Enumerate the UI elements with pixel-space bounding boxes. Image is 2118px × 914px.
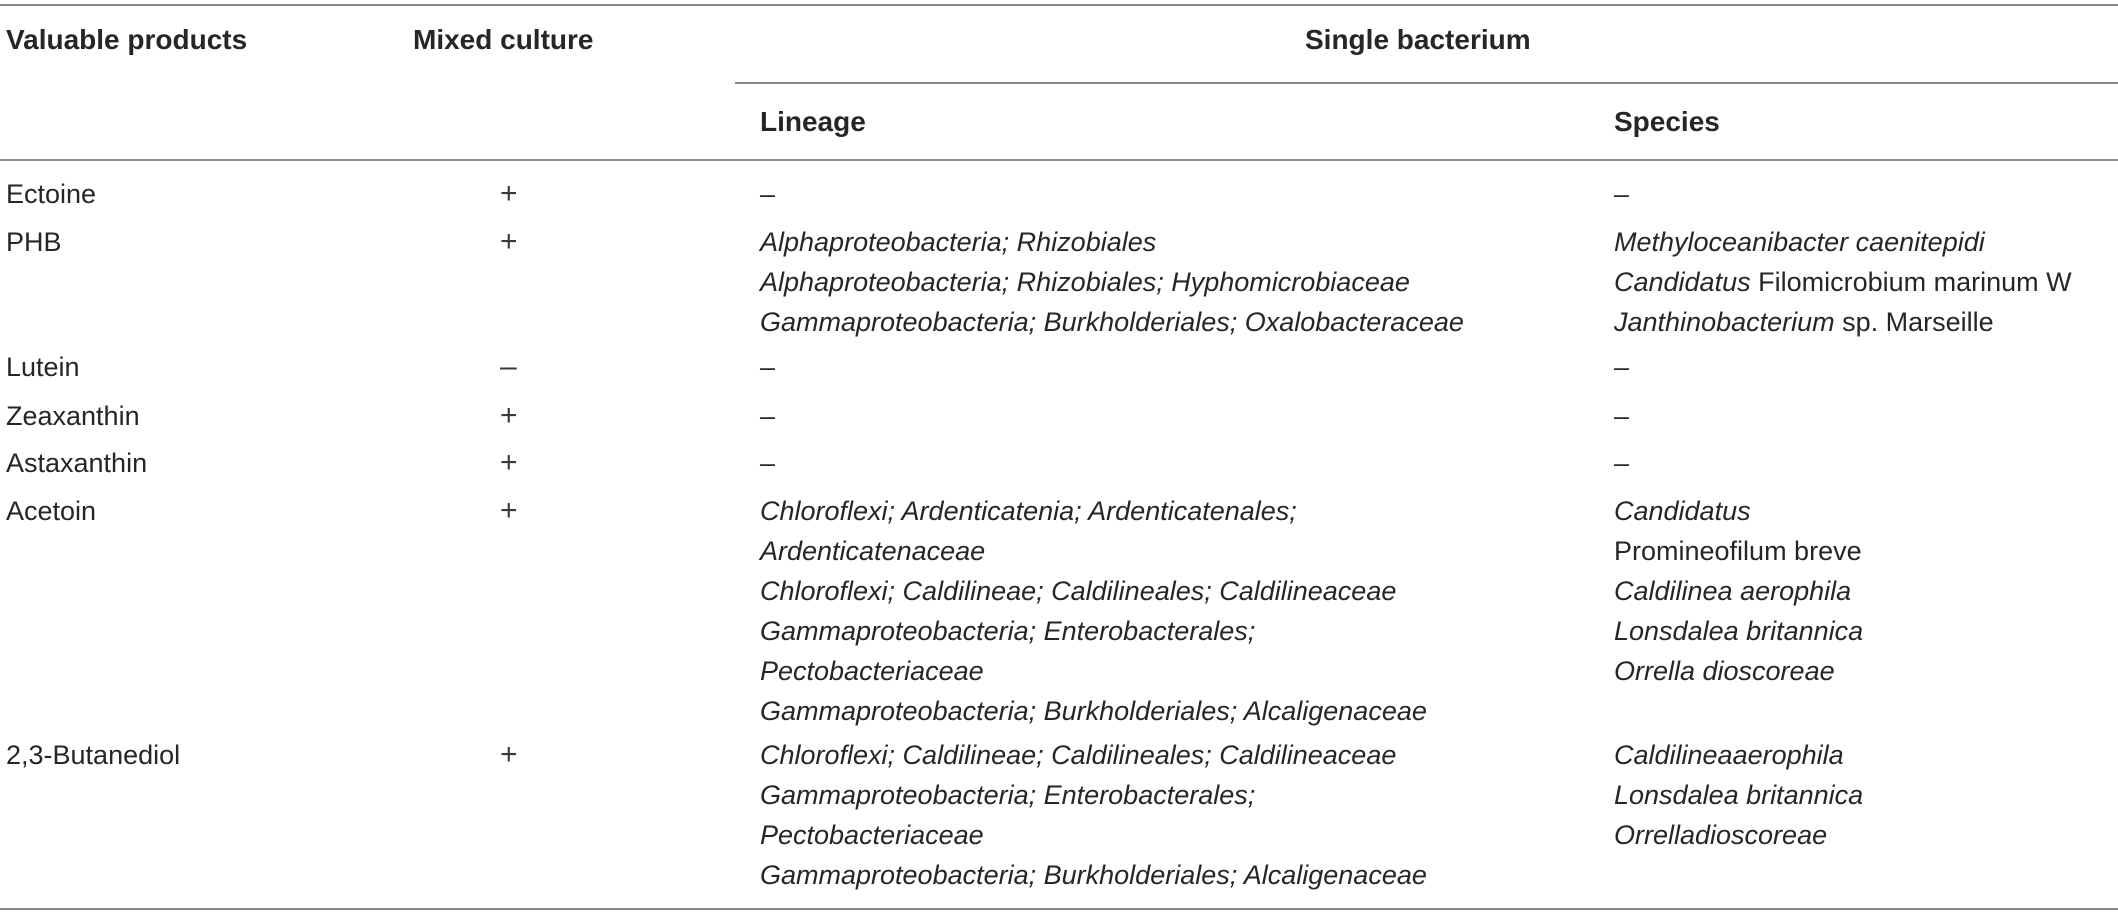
cell-mixed: + bbox=[500, 177, 518, 210]
species-line: Caldilineaaerophila bbox=[1614, 740, 1844, 770]
lineage-line: Gammaproteobacteria; Burkholderiales; Alcaligenaceae bbox=[760, 860, 1427, 890]
species-line: Candidatus bbox=[1614, 496, 1751, 526]
cell-species bbox=[1614, 347, 1629, 387]
species-line: – bbox=[1614, 448, 1630, 478]
cell-lineage bbox=[760, 347, 775, 387]
cell-mixed: + bbox=[500, 225, 518, 258]
lineage-line: Chloroflexi; Caldilineae; Caldilineales; Caldilineaceae bbox=[760, 576, 1397, 606]
cell-lineage bbox=[760, 735, 1427, 895]
cell-mixed: + bbox=[500, 494, 518, 527]
lineage-line: Chloroflexi; Ardenticatenia; Ardenticatenales; bbox=[760, 496, 1297, 526]
lineage-line: Gammaproteobacteria; Burkholderiales; Alcaligenaceae bbox=[760, 696, 1427, 726]
header-valuable-products: Valuable products bbox=[6, 24, 248, 55]
lineage-line: Ardenticatenaceae bbox=[760, 536, 986, 566]
species-line: Promineofilum breve bbox=[1614, 536, 1862, 566]
lineage-line: Gammaproteobacteria; Enterobacterales; bbox=[760, 616, 1256, 646]
species-line: Orrella dioscoreae bbox=[1614, 656, 1835, 686]
table-top-rule bbox=[0, 4, 2118, 6]
species-line: – bbox=[1614, 352, 1630, 382]
cell-product: Lutein bbox=[6, 352, 80, 382]
species-line: Janthinobacterium sp. Marseille bbox=[1614, 307, 1994, 337]
species-line: – bbox=[1614, 179, 1630, 209]
lineage-line: Pectobacteriaceae bbox=[760, 820, 984, 850]
cell-product: 2,3-Butanediol bbox=[6, 740, 181, 770]
cell-lineage bbox=[760, 491, 1427, 731]
single-bacterium-rule bbox=[735, 82, 2118, 84]
cell-lineage bbox=[760, 174, 775, 214]
cell-product: PHB bbox=[6, 227, 62, 257]
header-mixed-culture: Mixed culture bbox=[413, 24, 594, 55]
header-bottom-rule bbox=[0, 159, 2118, 161]
cell-lineage bbox=[760, 222, 1464, 342]
header-species: Species bbox=[1614, 106, 1720, 137]
cell-mixed: + bbox=[500, 738, 518, 771]
lineage-line: – bbox=[760, 401, 776, 431]
lineage-line: Pectobacteriaceae bbox=[760, 656, 984, 686]
cell-mixed: + bbox=[500, 446, 518, 479]
cell-lineage bbox=[760, 443, 775, 483]
lineage-line: Alphaproteobacteria; Rhizobiales; Hyphomicrobiaceae bbox=[760, 267, 1410, 297]
cell-product: Acetoin bbox=[6, 496, 97, 526]
lineage-line: Gammaproteobacteria; Enterobacterales; bbox=[760, 780, 1256, 810]
cell-species bbox=[1614, 491, 1863, 691]
species-line: Caldilinea aerophila bbox=[1614, 576, 1852, 606]
cell-mixed: – bbox=[500, 350, 517, 383]
species-line: Methyloceanibacter caenitepidi bbox=[1614, 227, 1985, 257]
lineage-line: – bbox=[760, 448, 776, 478]
lineage-line: Gammaproteobacteria; Burkholderiales; Oxalobacteraceae bbox=[760, 307, 1464, 337]
header-lineage: Lineage bbox=[760, 106, 866, 137]
species-line: Orrelladioscoreae bbox=[1614, 820, 1828, 850]
cell-lineage bbox=[760, 396, 775, 436]
species-line: Candidatus Filomicrobium marinum W bbox=[1614, 267, 2072, 297]
lineage-line: – bbox=[760, 352, 776, 382]
species-line: Lonsdalea britannica bbox=[1614, 616, 1864, 646]
cell-species bbox=[1614, 174, 1629, 214]
cell-species bbox=[1614, 735, 1863, 855]
cell-species bbox=[1614, 443, 1629, 483]
cell-species bbox=[1614, 222, 2072, 342]
cell-product: Zeaxanthin bbox=[6, 401, 140, 431]
species-line: Lonsdalea britannica bbox=[1614, 780, 1864, 810]
lineage-line: Alphaproteobacteria; Rhizobiales bbox=[760, 227, 1157, 257]
lineage-line: – bbox=[760, 179, 776, 209]
cell-product: Astaxanthin bbox=[6, 448, 148, 478]
lineage-line: Chloroflexi; Caldilineae; Caldilineales; Caldilineaceae bbox=[760, 740, 1397, 770]
table-bottom-rule bbox=[0, 908, 2118, 910]
cell-mixed: + bbox=[500, 399, 518, 432]
cell-product: Ectoine bbox=[6, 179, 97, 209]
cell-species bbox=[1614, 396, 1629, 436]
species-line: – bbox=[1614, 401, 1630, 431]
header-single-bacterium: Single bacterium bbox=[1305, 24, 1531, 55]
